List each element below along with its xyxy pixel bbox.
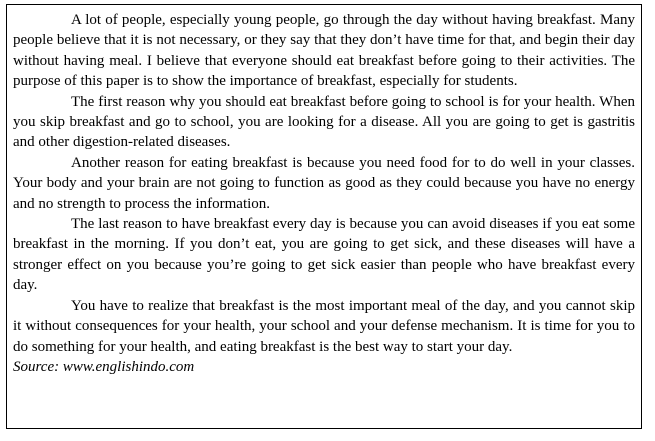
paragraph-diseases: The last reason to have breakfast every day is because you can avoid diseases if you eat some breakfast in the morning. If you don’t eat, you are going to get sick, and these diseases will have a stronger effect on you because you’re going to get sick easier than people who have breakfast every day. (13, 216, 635, 294)
paragraph-conclusion: You have to realize that breakfast is the most important meal of the day, and you cannot skip it without consequences for your health, your school and your defense mechanism. It is time for you to do something for your health, and eating breakfast is the best way to start your day. (13, 297, 635, 355)
source-citation: Source: www.englishindo.com (13, 358, 195, 375)
text-box (6, 4, 642, 429)
paragraph-health: The first reason why you should eat breakfast before going to school is for your health. When you skip breakfast and go to school, you are looking for a disease. All you are going to get is gastritis and other digestion-related diseases. (13, 93, 635, 151)
paragraph-classes: Another reason for eating breakfast is because you need food for to do well in your classes. Your body and your brain are not going to function as good as they could because you have no energy and no strength to process the information. (13, 154, 635, 212)
paragraph-intro: A lot of people, especially young people, go through the day without having breakfast. Many people believe that it is not necessary, or they say that they don’t have time for that, and begin their day without having meal. I believe that everyone should eat breakfast before going to their activities. The purpose of this paper is to show the importance of breakfast, especially for students. (13, 12, 635, 90)
